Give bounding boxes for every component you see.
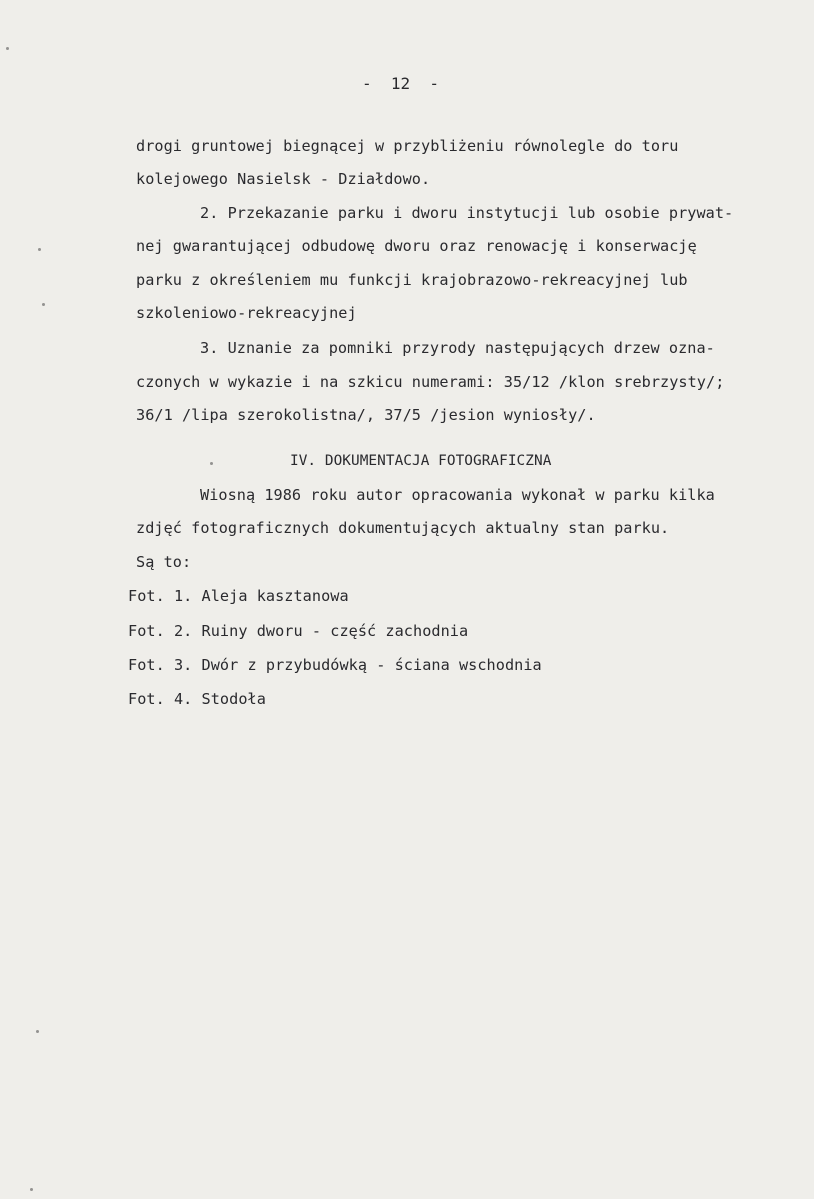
- text-line-2: kolejowego Nasielsk - Działdowo.: [136, 170, 431, 188]
- text-line-7: 3. Uznanie za pomniki przyrody następujących drzew ozna-: [200, 339, 715, 357]
- text-line-10: Wiosną 1986 roku autor opracowania wykonał w parku kilka: [200, 486, 715, 504]
- text-line-5: parku z określeniem mu funkcji krajobrazowo-rekreacyjnej lub: [136, 271, 688, 289]
- scan-speck: [210, 462, 213, 465]
- scan-speck: [38, 248, 41, 251]
- text-line-4: nej gwarantującej odbudowę dworu oraz renowację i konserwację: [136, 237, 697, 255]
- photo-item-2: Fot. 2. Ruiny dworu - część zachodnia: [128, 622, 469, 640]
- scan-speck: [6, 47, 9, 50]
- text-line-6: szkoleniowo-rekreacyjnej: [136, 304, 357, 322]
- text-line-9: 36/1 /lipa szerokolistna/, 37/5 /jesion wyniosły/.: [136, 406, 596, 424]
- photo-item-3: Fot. 3. Dwór z przybudówką - ściana wschodnia: [128, 656, 542, 674]
- text-line-3: 2. Przekazanie parku i dworu instytucji lub osobie prywat-: [200, 204, 734, 222]
- text-line-11: zdjęć fotograficznych dokumentujących aktualny stan parku.: [136, 519, 670, 537]
- scan-speck: [36, 1030, 39, 1033]
- photo-item-1: Fot. 1. Aleja kasztanowa: [128, 587, 349, 605]
- page-number: - 12 -: [362, 74, 440, 93]
- scan-speck: [30, 1188, 33, 1191]
- text-line-1: drogi gruntowej biegnącej w przybliżeniu równolegle do toru: [136, 137, 679, 155]
- section-heading: IV. DOKUMENTACJA FOTOGRAFICZNA: [290, 453, 552, 469]
- photo-item-4: Fot. 4. Stodoła: [128, 690, 266, 708]
- text-line-12: Są to:: [136, 553, 192, 571]
- text-line-8: czonych w wykazie i na szkicu numerami: 35/12 /klon srebrzysty/;: [136, 373, 725, 391]
- scan-speck: [42, 303, 45, 306]
